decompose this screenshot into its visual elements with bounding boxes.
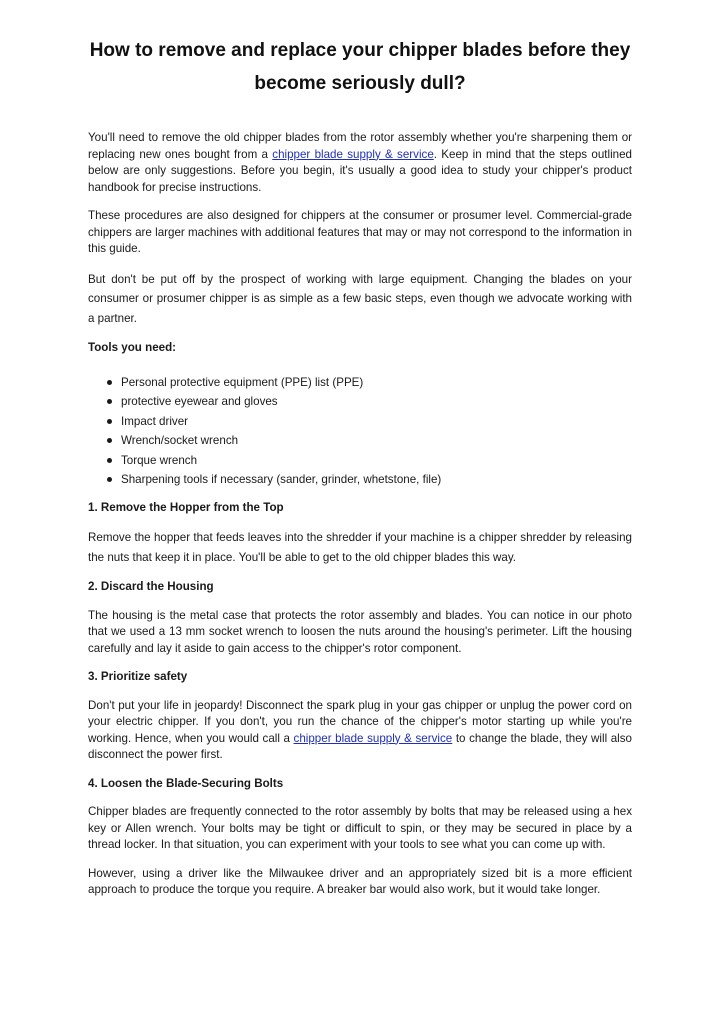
list-item: Impact driver [121,412,632,432]
chipper-blade-service-link[interactable]: chipper blade supply & service [293,731,453,745]
document-title: How to remove and replace your chipper blades before they become seriously dull? [89,40,631,94]
step-4-heading: 4. Loosen the Blade-Securing Bolts [88,776,284,790]
list-item: Sharpening tools if necessary (sander, grinder, whetstone, file) [121,470,632,490]
step-3-text-before-link: Don't put your life in jeopardy! Disconnect the spark plug in your gas chipper or unplug the power cord on your electric chipper. If you don't, you run the chance of the chipper's motor starting up while you're working. Hence, when you would call a [88,698,632,745]
intro-paragraph-2: These procedures are also designed for chippers at the consumer or prosumer level. Commercial-grade chippers are larger machines with additional features that may or may not correspond to the information in this guide. [88,209,632,255]
list-item: protective eyewear and gloves [121,392,632,412]
step-3-text-after-link: to change the blade, they will also disconnect the power first. [88,731,633,761]
list-item: Torque wrench [121,451,632,471]
intro-paragraph-3: But don't be put off by the prospect of working with large equipment. Changing the blades on your consumer or prosumer chipper is as simple as a few basic steps, even though we advocate working with a partner. [88,272,632,325]
intro-text-after-link: . Keep in mind that the steps outlined below are only suggestions. Before you begin, it's usually a good idea to study your chipper's product handbook for precise instructions. [88,147,632,194]
tools-heading: Tools you need: [88,341,177,354]
step-3-text [88,698,632,764]
step-2-heading: 2. Discard the Housing [88,580,214,593]
step-2-text: The housing is the metal case that protects the rotor assembly and blades. You can notice in our photo that we used a 13 mm socket wrench to loosen the nuts around the housing's perimeter. Lift the housing carefully and lay it aside to gain access to the chipper's rotor component. [88,608,632,655]
list-item: Wrench/socket wrench [121,431,632,451]
intro-paragraph-1 [88,130,632,196]
step-1-text: Remove the hopper that feeds leaves into the shredder if your machine is a chipper shredder by releasing the nuts that keep it in place. You'll be able to get to the old chipper blades this way. [88,531,632,564]
intro-text-before-link: You'll need to remove the old chipper blades from the rotor assembly whether you're sharpening them or replacing new ones bought from a [88,131,632,161]
step-4-text-continued: However, using a driver like the Milwaukee driver and an appropriately sized bit is a more efficient approach to produce the torque you require. A breaker bar would also work, but it would take longer. [88,866,632,896]
chipper-blade-service-link[interactable]: chipper blade supply & service [272,147,434,161]
step-4-text: Chipper blades are frequently connected to the rotor assembly by bolts that may be released using a hex key or Allen wrench. Your bolts may be tight or difficult to spin, or they may be secured in place by a thread locker. In that situation, you can experiment with your tools to see what you can come up with. [88,805,632,851]
step-1-heading: 1. Remove the Hopper from the Top [88,500,284,514]
step-3-heading: 3. Prioritize safety [88,670,188,683]
list-item: Personal protective equipment (PPE) list (PPE) [121,373,632,393]
tools-list [88,373,632,490]
